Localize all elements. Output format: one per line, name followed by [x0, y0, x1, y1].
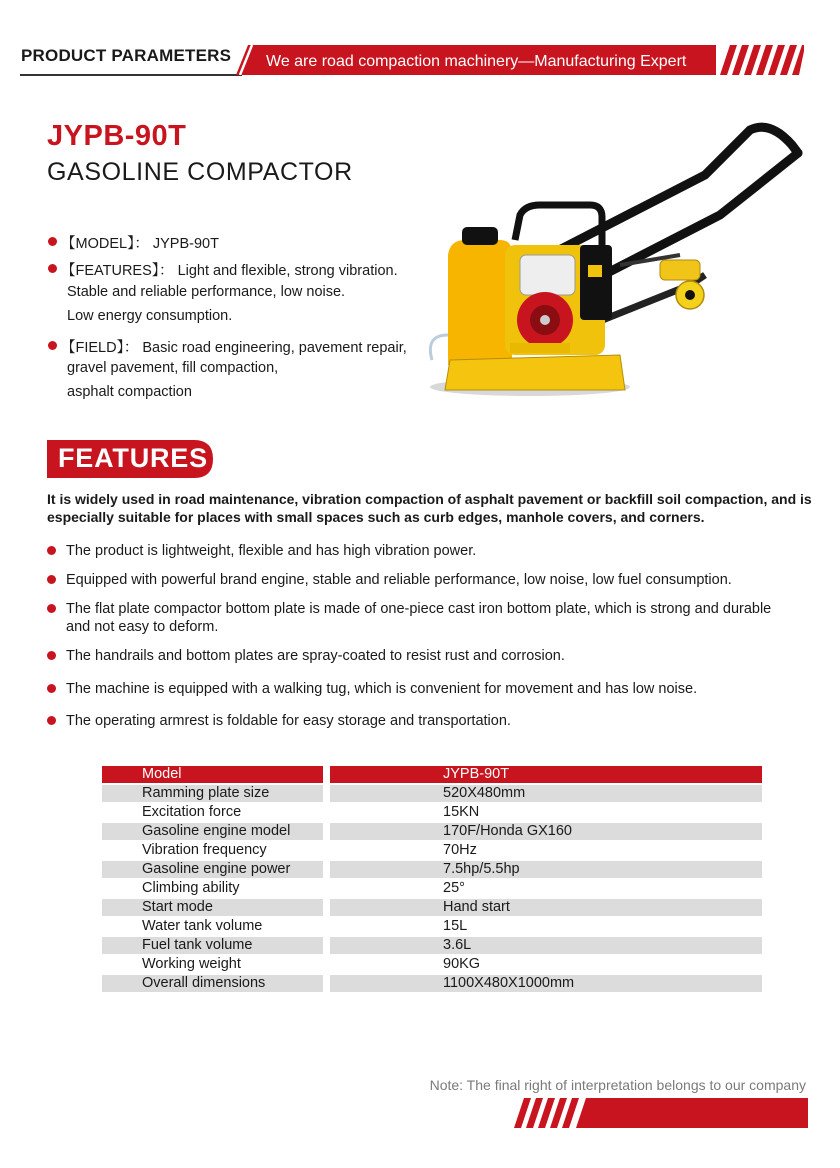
spec-value: JYPB-90T [152, 236, 219, 252]
table-row [102, 899, 762, 916]
spec-model [61, 232, 219, 253]
product-name: GASOLINE COMPACTOR [47, 158, 353, 186]
table-param: Gasoline engine model [102, 823, 323, 840]
table-value: 15KN [330, 804, 762, 821]
bullet-icon [47, 716, 56, 725]
table-row [102, 842, 762, 859]
bullet-icon [48, 237, 57, 246]
table-header-row [102, 766, 762, 783]
spec-value: Light and flexible, strong vibration. [177, 263, 398, 279]
spec-value: Low energy consumption. [67, 308, 233, 324]
spec-table [102, 766, 762, 994]
footer-note: Note: The final right of interpretation belongs to our company [429, 1077, 806, 1093]
table-row [102, 975, 762, 992]
table-value: 3.6L [330, 937, 762, 954]
table-param: Gasoline engine power [102, 861, 323, 878]
table-value: 520X480mm [330, 785, 762, 802]
table-value: 170F/Honda GX160 [330, 823, 762, 840]
table-row [102, 937, 762, 954]
table-param: Climbing ability [102, 880, 323, 897]
spec-value: Stable and reliable performance, low noise. [67, 284, 346, 300]
header-underline [20, 74, 242, 76]
table-row [102, 804, 762, 821]
table-header-param: Model [102, 766, 323, 783]
table-row [102, 918, 762, 935]
feature-item: The handrails and bottom plates are spray-coated to resist rust and corrosion. [66, 648, 565, 664]
table-value: 15L [330, 918, 762, 935]
features-intro: It is widely used in road maintenance, vibration compaction of asphalt pavement or backfill soil compaction, and is especially suitable for places with small spaces such as curb edges, manhole covers, and corners. [47, 491, 812, 525]
spec-value: asphalt compaction [67, 384, 192, 400]
table-header-value: JYPB-90T [330, 766, 762, 783]
table-param: Water tank volume [102, 918, 323, 935]
spec-features [61, 259, 398, 280]
table-row [102, 785, 762, 802]
table-row [102, 861, 762, 878]
feature-item: The product is lightweight, flexible and has high vibration power. [66, 543, 477, 559]
spec-label: 【MODEL】： [61, 236, 149, 252]
bullet-icon [48, 264, 57, 273]
section-title: PRODUCT PARAMETERS [21, 46, 232, 65]
feature-item: The machine is equipped with a walking tug, which is convenient for movement and has low noise. [66, 681, 698, 697]
footer-banner [514, 1098, 808, 1128]
table-param: Excitation force [102, 804, 323, 821]
table-row [102, 823, 762, 840]
table-value: 90KG [330, 956, 762, 973]
table-row [102, 956, 762, 973]
spec-value: Basic road engineering, pavement repair, [142, 340, 407, 356]
spec-label: 【FIELD】： [61, 340, 139, 356]
stripes-decoration [720, 45, 804, 75]
table-row [102, 880, 762, 897]
table-param: Start mode [102, 899, 323, 916]
bullet-icon [47, 546, 56, 555]
features-heading: FEATURES [58, 443, 208, 473]
spec-value: gravel pavement, fill compaction, [67, 360, 279, 376]
table-param: Overall dimensions [102, 975, 323, 992]
bullet-icon [47, 575, 56, 584]
table-param: Working weight [102, 956, 323, 973]
table-value: 70Hz [330, 842, 762, 859]
table-value: 1100X480X1000mm [330, 975, 762, 992]
feature-item: The operating armrest is foldable for easy storage and transportation. [66, 713, 511, 729]
slogan-text: We are road compaction machinery—Manufacturing Expert [266, 53, 687, 70]
bullet-icon [47, 684, 56, 693]
table-param: Fuel tank volume [102, 937, 323, 954]
plate-compactor-illustration [420, 115, 820, 400]
table-param: Ramming plate size [102, 785, 323, 802]
bullet-icon [47, 651, 56, 660]
spec-label: 【FEATURES】： [61, 263, 174, 279]
table-value: 7.5hp/5.5hp [330, 861, 762, 878]
table-param: Vibration frequency [102, 842, 323, 859]
bullet-icon [47, 604, 56, 613]
table-value: 25° [330, 880, 762, 897]
bullet-icon [48, 341, 57, 350]
feature-item: The flat plate compactor bottom plate is made of one-piece cast iron bottom plate, which is strong and durable and not easy to deform. [66, 601, 772, 635]
product-model-title: JYPB-90T [47, 120, 187, 152]
spec-field [61, 336, 407, 357]
feature-item: Equipped with powerful brand engine, stable and reliable performance, low noise, low fuel consumption. [66, 572, 732, 588]
table-value: Hand start [330, 899, 762, 916]
